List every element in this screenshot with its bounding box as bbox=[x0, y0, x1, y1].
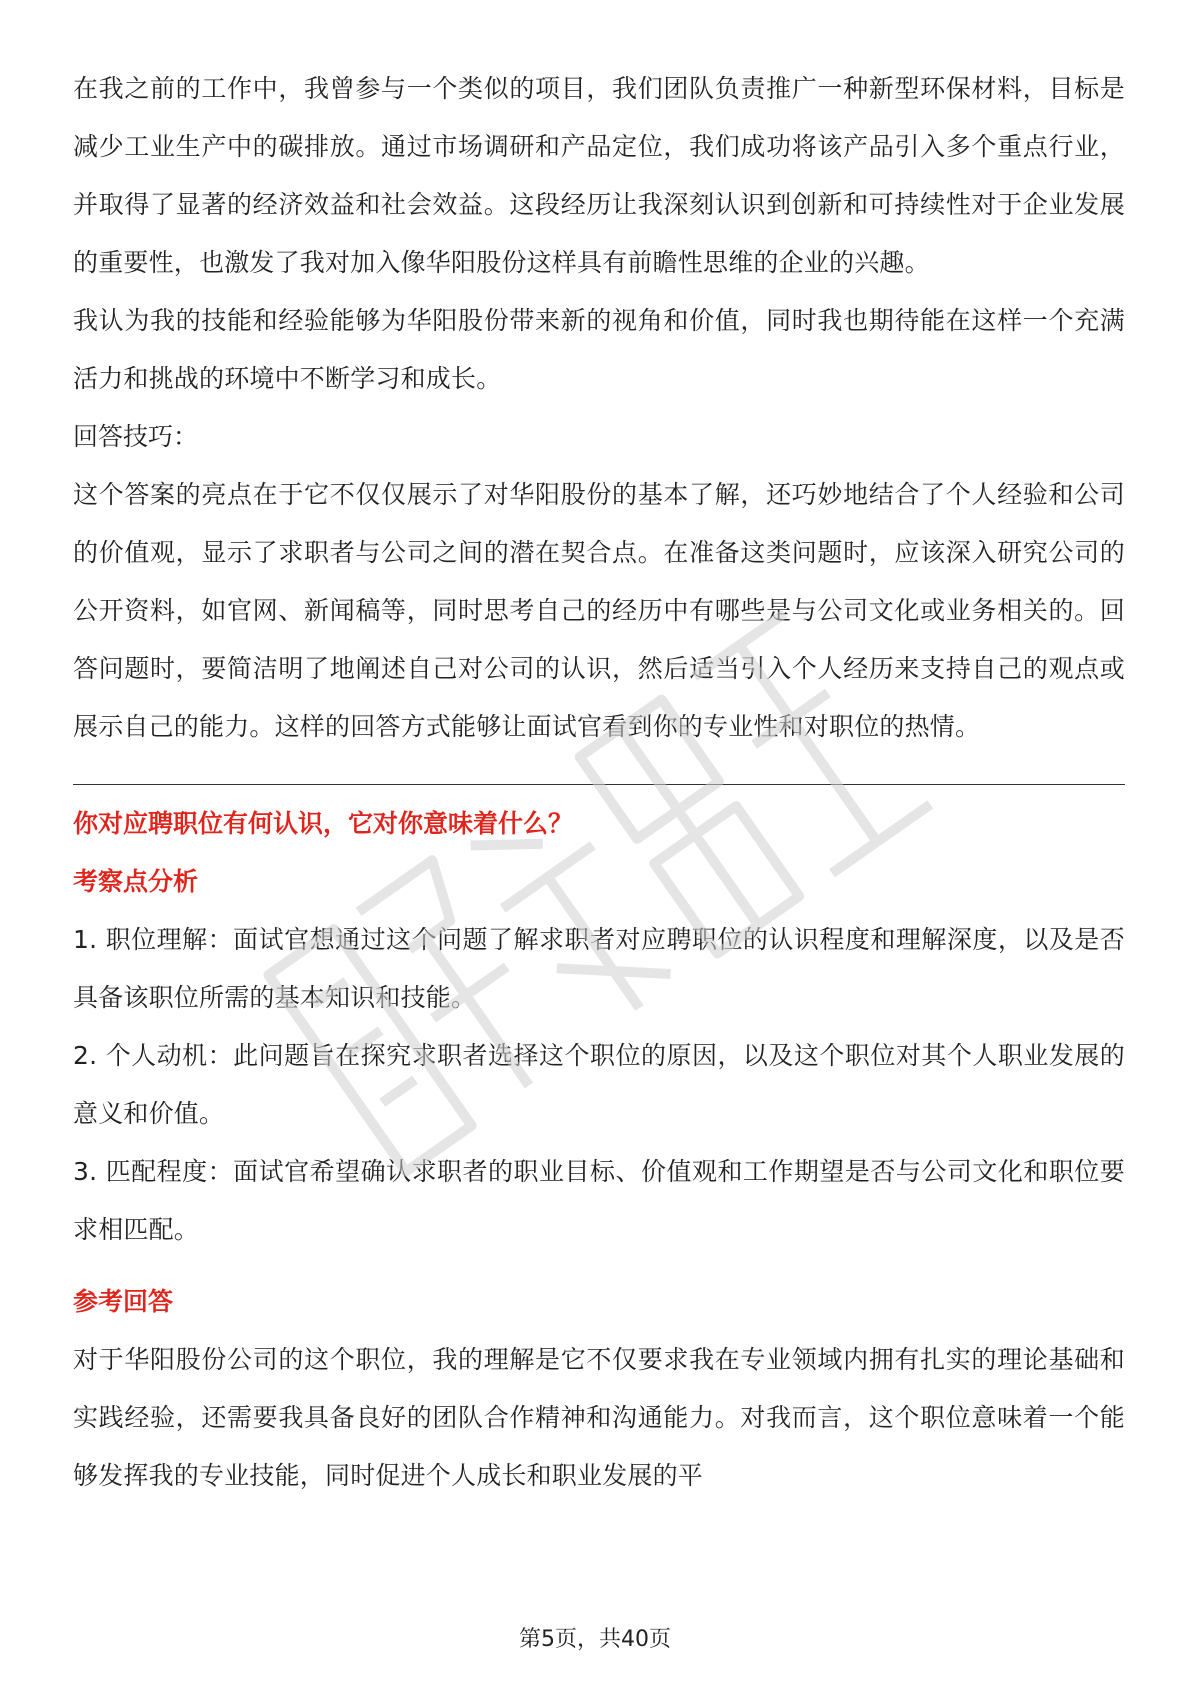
paragraph-value: 我认为我的技能和经验能够为华阳股份带来新的视角和价值，同时我也期待能在这样一个充满活力和挑战的环境中不断学习和成长。 bbox=[73, 306, 1125, 393]
tips-paragraph: 这个答案的亮点在于它不仅仅展示了对华阳股份的基本了解，还巧妙地结合了个人经验和公司的价值观，显示了求职者与公司之间的潜在契合点。在准备这类问题时，应该深入研究公司的公开资料，如官网、新闻稿等，同时思考自己的经历中有哪些是与公司文化或业务相关的。回答问题时，要简洁明了地阐述自己对公司的认识，然后适当引入个人经历来支持自己的观点或展示自己的能力。这样的回答方式能够让面试官看到你的专业性和对职位的热情。 bbox=[73, 480, 1125, 741]
section-divider bbox=[73, 784, 1125, 785]
tips-label: 回答技巧： bbox=[73, 422, 199, 451]
analysis-item-2: 2. 个人动机：此问题旨在探究求职者选择这个职位的原因，以及这个职位对其个人职业发展的意义和价值。 bbox=[73, 1041, 1125, 1128]
analysis-item-3: 3. 匹配程度：面试官希望确认求职者的职业目标、价值观和工作期望是否与公司文化和职位要求相匹配。 bbox=[73, 1157, 1125, 1244]
analysis-heading: 考察点分析 bbox=[73, 867, 199, 896]
paragraph-experience: 在我之前的工作中，我曾参与一个类似的项目，我们团队负责推广一种新型环保材料，目标是减少工业生产中的碳排放。通过市场调研和产品定位，我们成功将该产品引入多个重点行业，并取得了显著的经济效益和社会效益。这段经历让我深刻认识到创新和可持续性对于企业发展的重要性，也激发了我对加入像华阳股份这样具有前瞻性思维的企业的兴趣。 bbox=[73, 74, 1125, 277]
page-number: 第5页，共40页 bbox=[519, 1627, 671, 1652]
analysis-item-1: 1. 职位理解：面试官想通过这个问题了解求职者对应聘职位的认识程度和理解深度，以及是否具备该职位所需的基本知识和技能。 bbox=[73, 925, 1125, 1012]
question-heading: 你对应聘职位有何认识，它对你意味着什么？ bbox=[73, 809, 574, 838]
answer-heading: 参考回答 bbox=[73, 1287, 174, 1316]
answer-paragraph: 对于华阳股份公司的这个职位，我的理解是它不仅要求我在专业领域内拥有扎实的理论基础和实践经验，还需要我具备良好的团队合作精神和沟通能力。对我而言，这个职位意味着一个能够发挥我的专业技能，同时促进个人成长和职业发展的平 bbox=[73, 1345, 1125, 1490]
document-body bbox=[73, 60, 1125, 1505]
